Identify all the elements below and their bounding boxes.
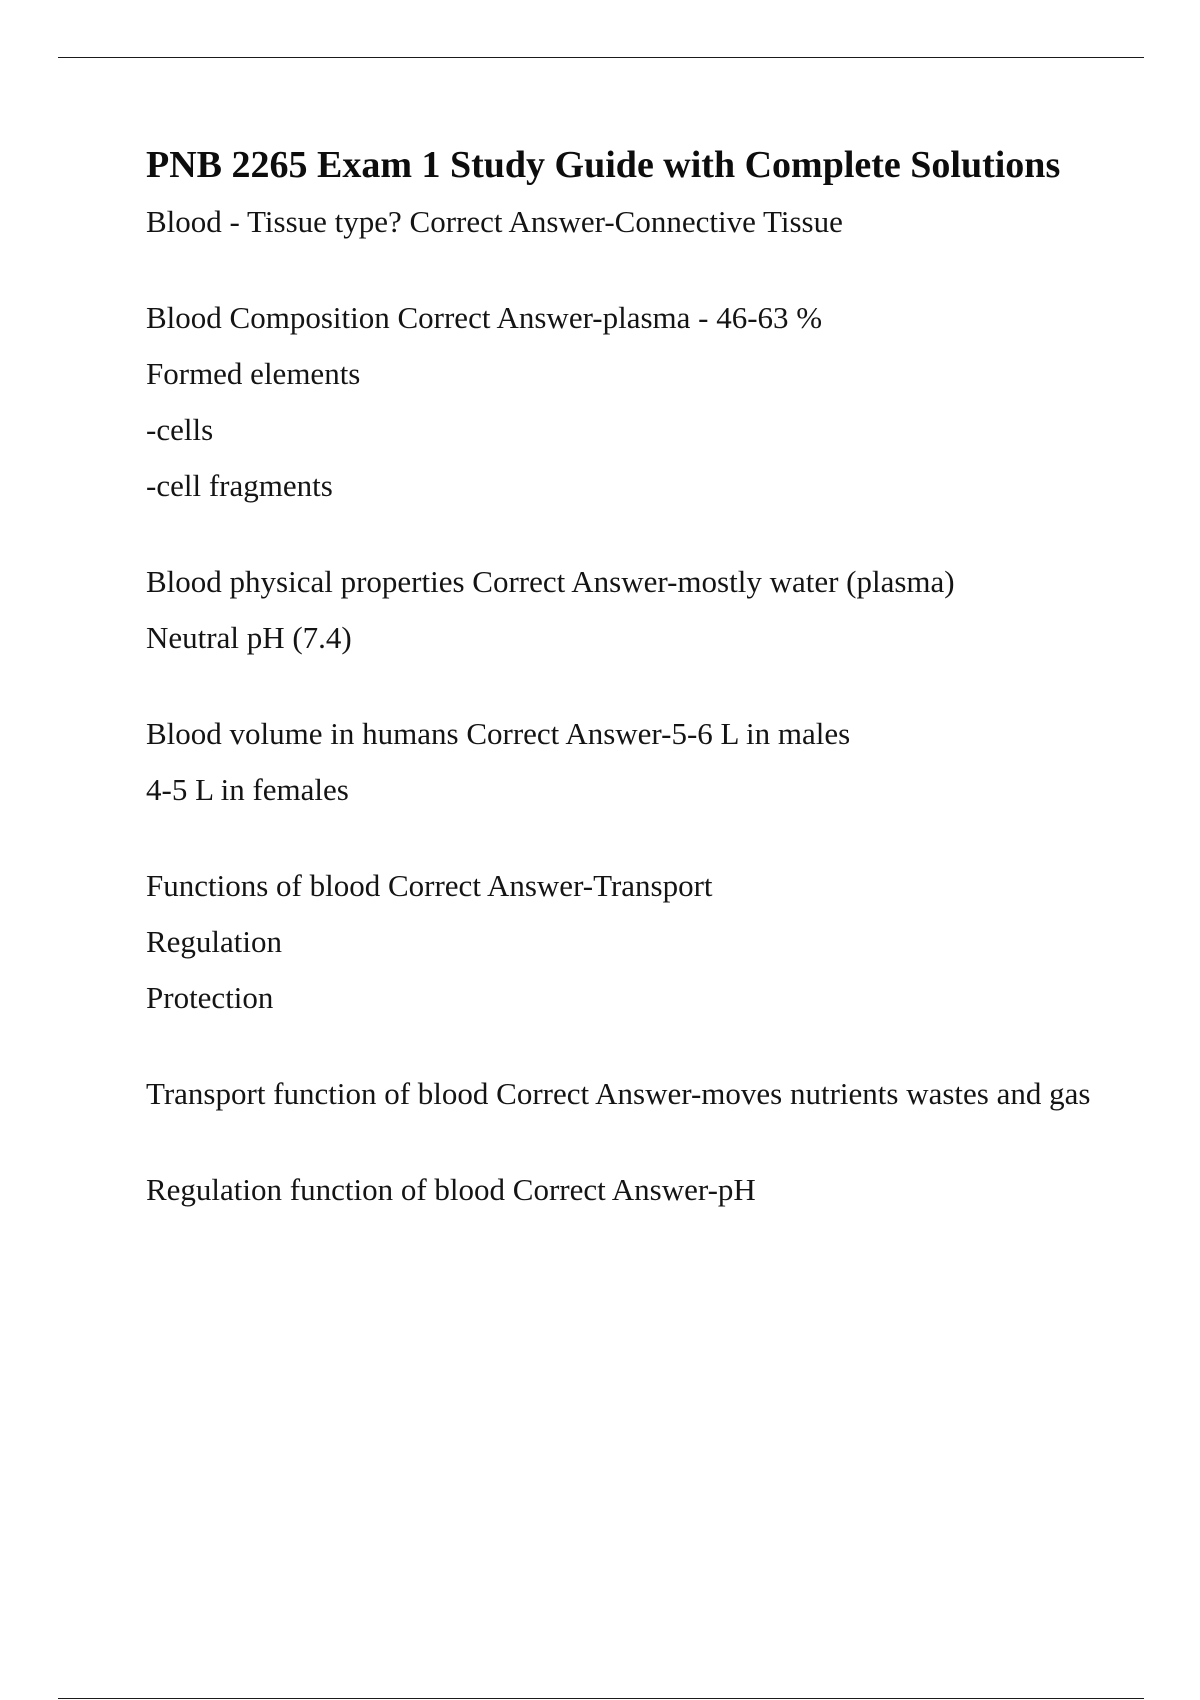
entry-line: Transport function of blood Correct Answer-moves nutrients wastes and gas	[146, 1076, 1091, 1111]
entry-line: Neutral pH (7.4)	[146, 620, 352, 655]
qa-entry-regulation-function	[146, 1170, 1106, 1209]
entry-line: 4-5 L in females	[146, 772, 349, 807]
entry-line: Protection	[146, 980, 274, 1015]
entry-line: Blood physical properties Correct Answer-mostly water (plasma)	[146, 564, 955, 599]
entry-line: Blood - Tissue type? Correct Answer-Connective Tissue	[146, 204, 843, 239]
entry-line: Blood volume in humans Correct Answer-5-6 L in males	[146, 716, 851, 751]
entry-line: Functions of blood Correct Answer-Transport	[146, 868, 713, 903]
entry-line: -cells	[146, 412, 214, 447]
footer-rule	[58, 1698, 1144, 1699]
qa-entry-blood-composition	[146, 298, 1106, 505]
header-rule	[58, 57, 1144, 58]
document-title: PNB 2265 Exam 1 Study Guide with Complete Solutions	[146, 144, 1061, 186]
qa-entry-physical-properties	[146, 562, 1106, 657]
entry-line: Regulation function of blood Correct Answer-pH	[146, 1172, 756, 1207]
entry-line: Regulation	[146, 924, 283, 959]
qa-entry-blood-volume	[146, 714, 1106, 809]
entry-line: -cell fragments	[146, 468, 333, 503]
document-body	[146, 140, 1106, 1226]
entry-line: Formed elements	[146, 356, 361, 391]
qa-entry-functions	[146, 866, 1106, 1017]
qa-entry-tissue-type	[146, 202, 1106, 241]
qa-entry-transport-function	[146, 1074, 1106, 1113]
entry-line: Blood Composition Correct Answer-plasma - 46-63 %	[146, 300, 823, 335]
